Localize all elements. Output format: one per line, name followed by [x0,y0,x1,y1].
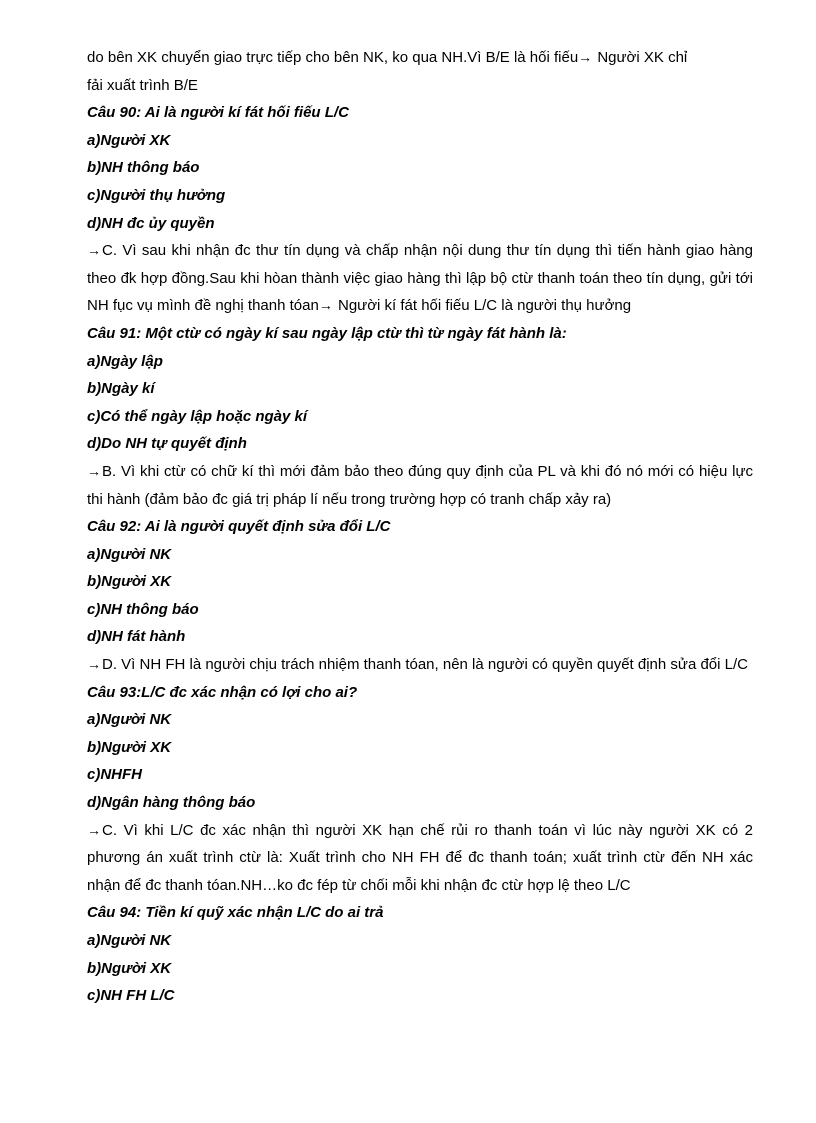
option-d: d)NH đc ủy quyền [87,214,215,232]
option-c: c)NH FH L/C [87,987,175,1005]
option-d: d)NH fát hành [87,628,186,646]
answer-explanation [87,817,753,900]
answer-text-cont: Người kí fát hối fiếu L/C là người thụ hưởng [333,297,632,315]
option-a: a)Người NK [87,545,172,563]
question-title: Câu 90: Ai là người kí fát hối fiếu L/C [87,104,349,122]
answer-text: C. Vì sau khi nhận đc thư tín dụng và chấp nhận nội dung thư tín dụng thì tiến hành giao hàng theo đk hợp đồng.Sau khi hòan thành việc giao hàng thì lập bộ ctừ thanh toán theo tín dụng, gửi tới NH fục vụ mình đề nghị thanh tóan [87,242,753,315]
answer-text: B. Vì khi ctừ có chữ kí thì mới đảm bảo theo đúng quy định của PL và khi đó nó mới có hiệu lực thi hành (đảm bảo đc giá trị pháp lí nếu trong trường hợp có tranh chấp xảy ra) [87,462,753,508]
intro-text-3: fải xuất trình B/E [87,76,198,94]
option-c: c)Có thể ngày lập hoặc ngày kí [87,407,308,425]
question-title: Câu 93:L/C đc xác nhận có lợi cho ai? [87,683,358,701]
arrow-right-icon: → [318,297,333,314]
answer-explanation [87,237,753,320]
intro-text-1: do bên XK chuyển giao trực tiếp cho bên NK, ko qua NH.Vì B/E là hối fiếu [87,49,579,66]
option-c: c)NHFH [87,766,142,784]
answer-explanation [87,651,753,679]
option-b: b)NH thông báo [87,159,200,177]
option-c: c)NH thông báo [87,600,199,618]
option-b: b)Người XK [87,959,172,977]
option-d: d)Do NH tự quyết định [87,435,247,453]
document-page [87,44,753,1010]
option-b: b)Ngày kí [87,380,155,398]
option-a: a)Người NK [87,932,172,949]
option-a: a)Người NK [87,711,172,729]
question-title: Câu 92: Ai là người quyết định sửa đổi L/C [87,518,391,536]
arrow-right-icon: → [87,821,101,838]
intro-text-2: Người XK chỉ [593,49,688,66]
answer-explanation [87,458,753,513]
option-c: c)Người thụ hưởng [87,186,226,204]
intro-paragraph [87,44,753,99]
option-b: b)Người XK [87,573,172,591]
option-d: d)Ngân hàng thông báo [87,794,256,812]
arrow-right-icon: → [87,656,101,673]
arrow-right-icon: → [87,242,101,259]
arrow-right-icon: → [578,49,593,65]
option-b: b)Người XK [87,738,172,756]
option-a: a)Người XK [87,131,171,149]
answer-text: D. Vì NH FH là người chịu trách nhiệm thanh tóan, nên là người có quyền quyết định sửa đổi L/C [102,656,748,674]
question-title: Câu 94: Tiền kí quỹ xác nhận L/C do ai trả [87,904,384,922]
arrow-right-icon: → [87,462,101,479]
option-a: a)Ngày lập [87,352,163,370]
question-title: Câu 91: Một ctừ có ngày kí sau ngày lập ctừ thì từ ngày fát hành là: [87,324,567,342]
answer-text: C. Vì khi L/C đc xác nhận thì người XK hạn chế rủi ro thanh toán vì lúc này người XK có 2 phương án xuất trình ctừ là: Xuất trình cho NH FH để đc thanh toán; xuất trình ctừ đến NH xác nhận để đc thanh tóan.NH…ko đc fép từ chối mỗi khi nhận đc ctừ hợp lệ theo L/C [87,821,753,894]
